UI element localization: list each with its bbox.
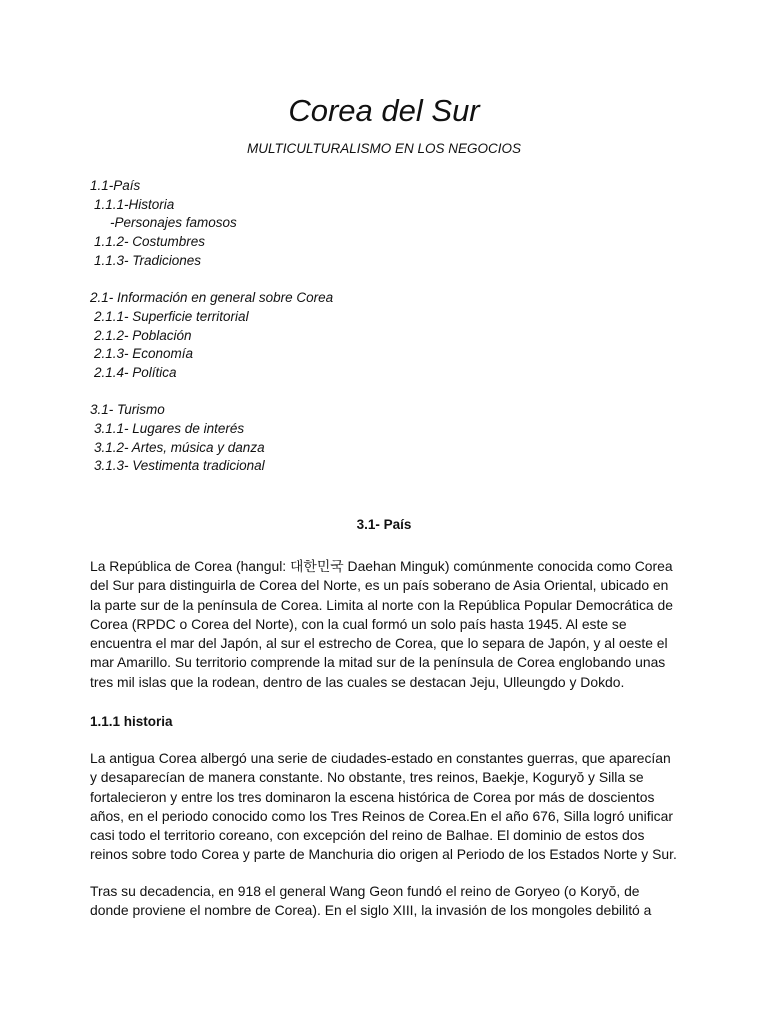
toc-entry: 1.1.1-Historia xyxy=(94,196,175,212)
toc-entry: 2.1.2- Población xyxy=(94,327,192,343)
paragraph-history: La antigua Corea albergó una serie de ciudades-estado en constantes guerras, que aparecían y desaparecían de manera constante. No obstante, tres reinos, Baekje, Koguryŏ y Silla se fortalecieron y entre los tres dominaron la escena histórica de Corea por más de doscientos años, en el periodo conocido como los Tres Reinos de Corea.En el año 676, Silla logró unificar casi todo el territorio coreano, con excepción del reino de Balhae. El dominio de estos dos reinos sobre todo Corea y parte de Manchuria dio origen al Periodo de los Estados Norte y Sur. xyxy=(90,750,677,863)
table-of-contents xyxy=(90,177,690,476)
toc-entry: -Personajes famosos xyxy=(110,215,237,231)
toc-spacer xyxy=(90,270,690,289)
toc-entry: 3.1.3- Vestimenta tradicional xyxy=(94,458,265,474)
toc-entry: 2.1- Información en general sobre Corea xyxy=(90,290,334,306)
toc-entry: 3.1.2- Artes, música y danza xyxy=(94,439,265,455)
paragraph-history-continued: Tras su decadencia, en 918 el general Wang Geon fundó el reino de Goryeo (o Koryŏ, de donde proviene el nombre de Corea). En el siglo XIII, la invasión de los mongoles debilitó a xyxy=(90,883,652,919)
toc-entry: 1.1.3- Tradiciones xyxy=(94,252,202,268)
toc-entry: 3.1.1- Lugares de interés xyxy=(94,420,245,436)
paragraph-intro: La República de Corea (hangul: 대한민국 Daehan Minguk) comúnmente conocida como Corea del Sur para distinguirla de Corea del Norte, es un país soberano de Asia Oriental, ubicado en la parte sur de la península de Corea. Limita al norte con la República Popular Democrática de Corea (RPDC o Corea del Norte), con la cual formó un solo país hasta 1945. Al este se encuentra el mar del Japón, al sur el estrecho de Corea, que lo separa de Japón, y al oeste el mar Amarillo. Su territorio comprende la mitad sur de la península de Corea englobando unas tres mil islas que la rodean, dentro de las cuales se destacan Jeju, Ulleungdo y Dokdo. xyxy=(90,558,673,690)
toc-entry: 2.1.4- Política xyxy=(94,364,177,380)
toc-entry: 2.1.1- Superficie territorial xyxy=(94,308,249,324)
toc-spacer xyxy=(90,383,690,402)
toc-entry: 2.1.3- Economía xyxy=(94,346,194,362)
toc-entry: 1.1.2- Costumbres xyxy=(94,234,206,250)
subsection-heading: 1.1.1 historia xyxy=(90,714,173,729)
toc-entry: 1.1-País xyxy=(90,178,141,193)
document-title: Corea del Sur xyxy=(288,93,480,128)
toc-entry: 3.1- Turismo xyxy=(90,402,165,418)
section-heading: 3.1- País xyxy=(356,517,412,532)
document-subtitle: MULTICULTURALISMO EN LOS NEGOCIOS xyxy=(246,141,522,156)
